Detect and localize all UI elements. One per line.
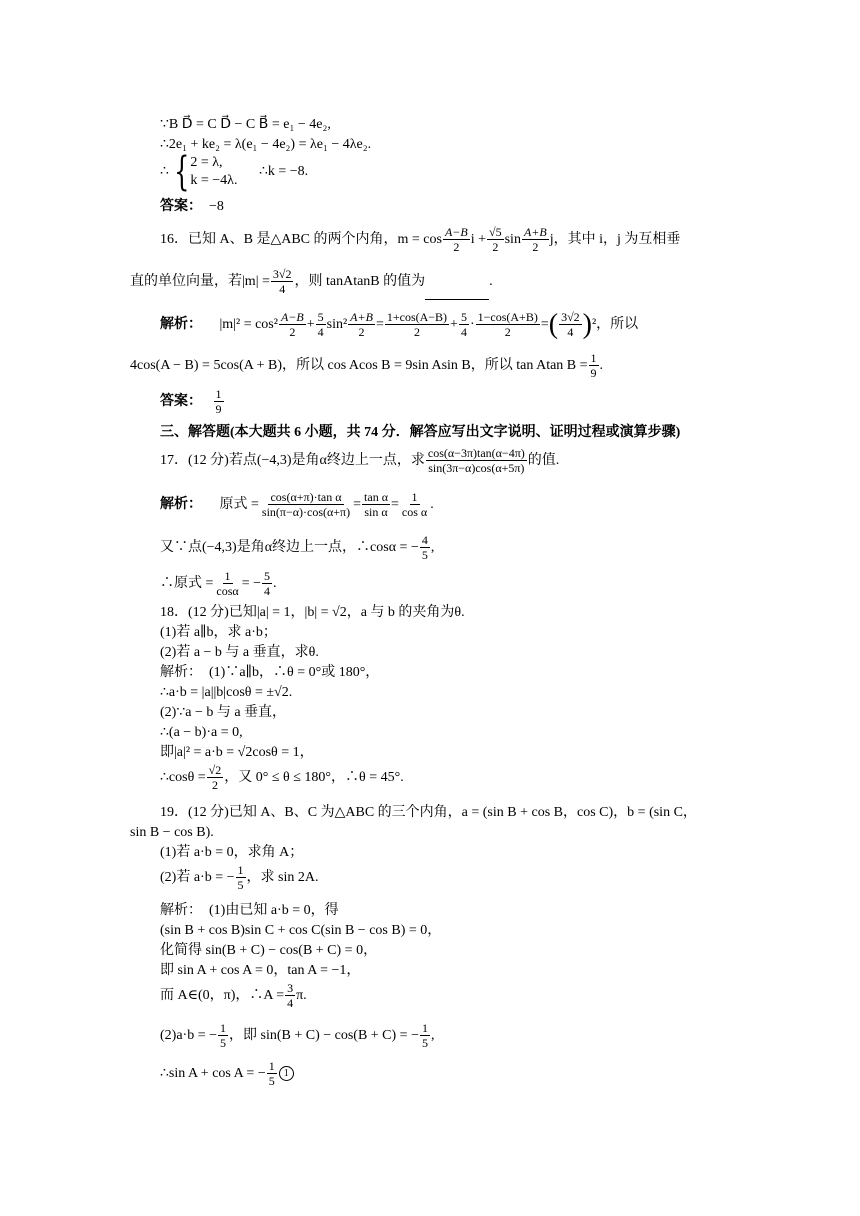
q15-answer: 答案： −8 [160, 199, 224, 214]
q18-solution-5: 即|a|² = a·b = √2cosθ = 1， [160, 745, 314, 760]
answer-blank [425, 285, 489, 300]
q17-solution-line3: ∴原式 = $\frac{1}{\cos\alpha}$ = − $\frac{5}{4}$ . [160, 569, 277, 599]
q17-solution-line2: 又∵点(−4,3)是角α终边上一点，∴cosα = − $\frac{4}{5}$ , [160, 533, 435, 563]
q16-solution-line1: 解析： |m|² = cos² $\frac{A-B}{2}$ + $\frac{5}{4}$ sin² $\frac{A+B}{2}$ = $\frac{1+\cos(A-B)}{2}$ + $\frac{5}{4}$ · $\frac{1-\cos(A+B)}{2}$ =( $\frac{3√2}{4}$ )²，所以 [160, 308, 639, 340]
q16-stem-line2: 直的单位向量，若|m| = $\frac{3√2}{4}$ ，则 tanAtanB 的值为 . [130, 264, 493, 300]
q15-line1: ∵B D⃗ = C D⃗ − C B⃗ = e₁ − 4e₂, [160, 117, 331, 132]
q18-stem: 18．(12 分)已知|a| = 1，|b| = √2，a 与 b 的夹角为θ. [160, 605, 465, 620]
q19-part2: (2)若 a·b = − $\frac{1}{5}$ ，求 sin 2A. [160, 863, 319, 893]
q15-system: ∴ { 2 = λ, k = −4λ. ∴k = −8. [160, 149, 309, 195]
q19-part1: (1)若 a·b = 0，求角 A； [160, 845, 304, 860]
q16-stem-line1: 16．已知 A、B 是△ABC 的两个内角，m = cos $\frac{A-B}{2}$ i + $\frac{√5}{2}$ sin $\frac{A+B}{2}$ j，其中 i，j 为互相垂 [160, 225, 681, 255]
q18-solution-2: ∴a·b = |a||b|cosθ = ±√2. [160, 685, 293, 700]
q19-solution-7: ∴sin A + cos A = − $\frac{1}{5}$ 1 [160, 1056, 294, 1092]
q16-solution-line2: 4cos(A − B) = 5cos(A + B)，所以 cos Acos B = 9sin Asin B，所以 tan Atan B = $\frac{1}{9}$ . [130, 351, 604, 381]
q19-solution-2: (sin B + cos B)sin C + cos C(sin B − cos B) = 0， [160, 923, 442, 938]
q17-solution-line1: 解析： 原式 = $\frac{\text{cos(α+π)·tan α}}{\sin(\pi-\alpha)\cdot\cos(\alpha+\pi)}$ = $\frac{\text{tan α}}{\text{sin α}}$ = $\frac{1}{\text{cos α}}$ . [160, 490, 434, 520]
q18-solution-4: ∴(a − b)·a = 0, [160, 725, 243, 740]
q19-solution-6: (2)a·b = − $\frac{1}{5}$ ，即 sin(B + C) − cos(B + C) = − $\frac{1}{5}$ , [160, 1021, 435, 1051]
q18-solution-1: 解析： (1)∵a∥b，∴θ = 0°或 180°， [160, 665, 380, 680]
q18-solution-6: ∴cosθ = $\frac{√2}{2}$ ，又 0° ≤ θ ≤ 180°，∴θ = 45°. [160, 763, 404, 793]
q18-part1: (1)若 a∥b，求 a·b； [160, 625, 277, 640]
section-heading: 三、解答题(本大题共 6 小题，共 74 分．解答应写出文字说明、证明过程或演算步骤) [160, 425, 681, 440]
q19-stem-line2: sin B − cos B). [130, 825, 214, 840]
q18-part2: (2)若 a − b 与 a 垂直，求θ. [160, 645, 319, 660]
circled-number: 1 [279, 1066, 294, 1081]
q15-line2: ∴2e₁ + ke₂ = λ(e₁ − 4e₂) = λe₁ − 4λe₂. [160, 137, 372, 152]
q18-solution-3: (2)∵a − b 与 a 垂直， [160, 705, 287, 720]
q19-solution-4: 即 sin A + cos A = 0，tan A = −1， [160, 963, 361, 978]
q17-stem: 17．(12 分)若点(−4,3)是角α终边上一点，求 $\frac{\cos(\alpha-3\pi)\tan(\alpha-4\pi)}{\sin(3\pi-\alpha)\cos(\alpha+5\pi)}$ 的值. [160, 446, 560, 476]
q19-solution-3: 化简得 sin(B + C) − cos(B + C) = 0， [160, 943, 378, 958]
q16-answer: 答案： $\frac{1}{9}$ [160, 387, 222, 417]
q19-solution-1: 解析： (1)由已知 a·b = 0，得 [160, 903, 339, 918]
q19-solution-5: 而 A∈(0，π)，∴A = $\frac{3}{4}$ π. [160, 981, 307, 1011]
q19-stem-line1: 19．(12 分)已知 A、B、C 为△ABC 的三个内角，a = (sin B + cos B，cos C)，b = (sin C， [160, 805, 697, 820]
